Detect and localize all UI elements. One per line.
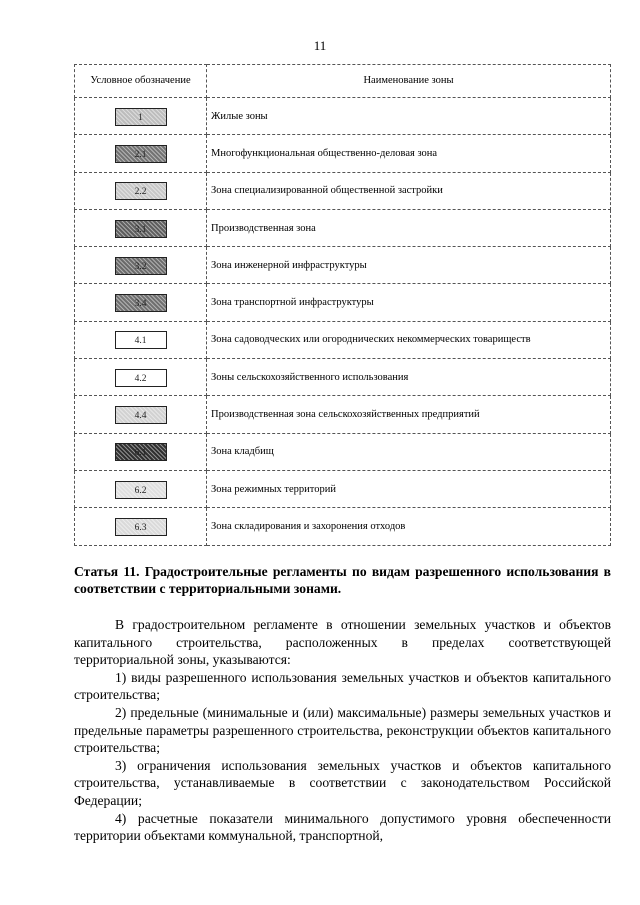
table-row bbox=[75, 508, 611, 545]
zone-swatch: 3.1 bbox=[115, 220, 167, 238]
zone-symbol-cell bbox=[75, 470, 207, 507]
table-row bbox=[75, 98, 611, 135]
article-heading: Статья 11. Градостроительные регламенты по видам разрешенного использования в соответствии с территориальными зонами. bbox=[74, 564, 611, 596]
zone-symbol-cell bbox=[75, 209, 207, 246]
zone-symbol-cell bbox=[75, 247, 207, 284]
zone-symbol-cell bbox=[75, 359, 207, 396]
table-row bbox=[75, 433, 611, 470]
zone-symbol-cell bbox=[75, 508, 207, 545]
zone-swatch: 3.2 bbox=[115, 257, 167, 275]
zone-symbol-cell bbox=[75, 172, 207, 209]
zone-name: Производственная зона bbox=[207, 209, 611, 246]
zone-symbol-cell bbox=[75, 321, 207, 358]
zone-swatch: 2.2 bbox=[115, 182, 167, 200]
zone-symbol-cell bbox=[75, 396, 207, 433]
paragraph-item-3: 3) ограничения использования земельных участков и объектов капитального строительства, устанавливаемые в соответствии с законодательством Российской Федерации; bbox=[74, 757, 611, 808]
paragraph-item-2: 2) предельные (минимальные и (или) максимальные) размеры земельных участков и предельные параметры разрешенного строительства, реконструкции объектов капитального строительства; bbox=[74, 704, 611, 756]
page-number: 11 bbox=[313, 38, 327, 53]
zone-name: Зона транспортной инфраструктуры bbox=[207, 284, 611, 321]
table-row bbox=[75, 284, 611, 321]
zone-name: Производственная зона сельскохозяйственных предприятий bbox=[207, 396, 611, 433]
zone-swatch: 2.1 bbox=[115, 145, 167, 163]
zone-name: Зона кладбищ bbox=[207, 433, 611, 470]
paragraph-item-1: 1) виды разрешенного использования земельных участков и объектов капитального строительства; bbox=[74, 669, 611, 703]
zone-symbol-cell bbox=[75, 98, 207, 135]
zone-swatch: 6.2 bbox=[115, 481, 167, 499]
zone-swatch: 6.3 bbox=[115, 518, 167, 536]
zone-swatch: 6.1 bbox=[115, 443, 167, 461]
table-header-row bbox=[75, 65, 611, 98]
zone-name: Зона режимных территорий bbox=[207, 470, 611, 507]
table-row bbox=[75, 135, 611, 172]
zone-name: Зона специализированной общественной застройки bbox=[207, 172, 611, 209]
table-row bbox=[75, 321, 611, 358]
paragraph-intro: В градостроительном регламенте в отношении земельных участков и объектов капитального строительства, расположенных в пределах соответствующей территориальной зоны, указываются: bbox=[74, 617, 611, 668]
table-row bbox=[75, 172, 611, 209]
zone-swatch: 4.4 bbox=[115, 406, 167, 424]
zone-rows bbox=[75, 98, 611, 546]
zone-name: Зона садоводческих или огороднических некоммерческих товариществ bbox=[207, 321, 611, 358]
zone-symbol-cell bbox=[75, 135, 207, 172]
header-symbol: Условное обозначение bbox=[75, 65, 207, 98]
zones-legend-table bbox=[74, 64, 611, 546]
zone-name: Зона складирования и захоронения отходов bbox=[207, 508, 611, 545]
header-name: Наименование зоны bbox=[207, 65, 611, 98]
zone-name: Зоны сельскохозяйственного использования bbox=[207, 359, 611, 396]
table-row bbox=[75, 396, 611, 433]
table-row bbox=[75, 359, 611, 396]
table-row bbox=[75, 247, 611, 284]
zone-name: Жилые зоны bbox=[207, 98, 611, 135]
zone-swatch: 1 bbox=[115, 108, 167, 126]
zone-symbol-cell bbox=[75, 284, 207, 321]
zone-name: Многофункциональная общественно-деловая зона bbox=[207, 135, 611, 172]
zone-name: Зона инженерной инфраструктуры bbox=[207, 247, 611, 284]
table-row bbox=[75, 209, 611, 246]
zone-swatch: 3.4 bbox=[115, 294, 167, 312]
zone-swatch: 4.1 bbox=[115, 331, 167, 349]
article-body bbox=[74, 616, 611, 845]
paragraph-item-4: 4) расчетные показатели минимального допустимого уровня обеспеченности территории объектами коммунальной, транспортной, bbox=[74, 810, 611, 844]
table-row bbox=[75, 470, 611, 507]
zone-symbol-cell bbox=[75, 433, 207, 470]
zone-swatch: 4.2 bbox=[115, 369, 167, 387]
